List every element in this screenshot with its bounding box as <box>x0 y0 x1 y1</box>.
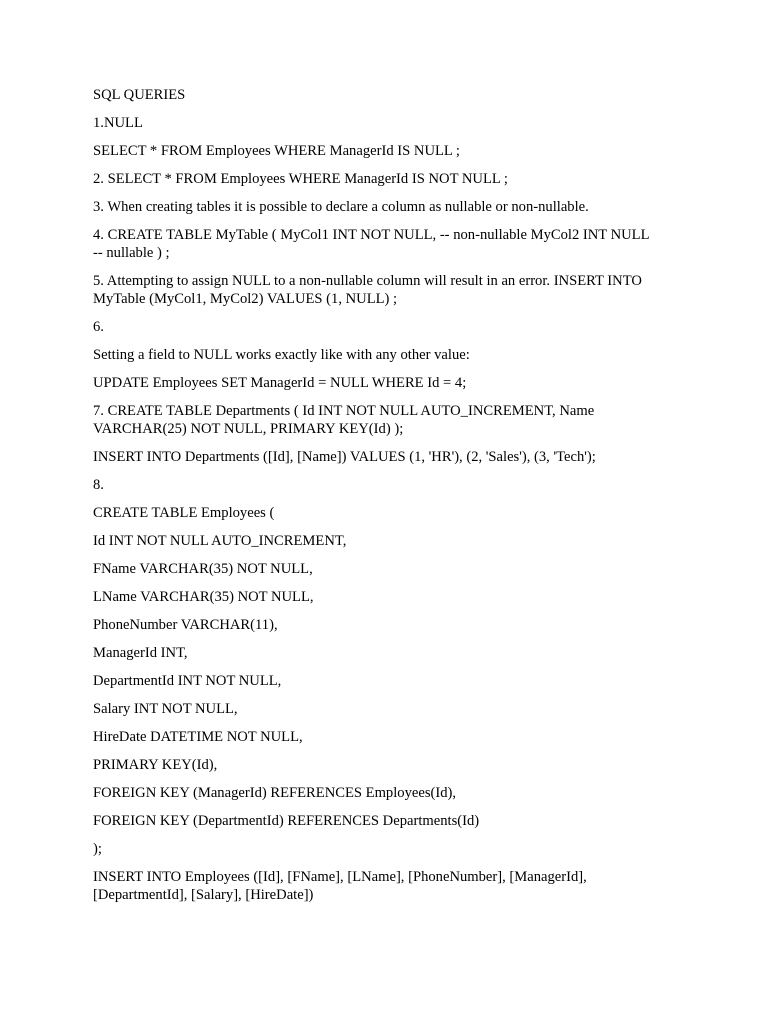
create-employees-line: Id INT NOT NULL AUTO_INCREMENT, <box>93 533 347 549</box>
create-employees-line: FName VARCHAR(35) NOT NULL, <box>93 561 313 577</box>
create-employees-line: PRIMARY KEY(Id), <box>93 757 218 773</box>
query-update-employees: UPDATE Employees SET ManagerId = NULL WHERE Id = 4; <box>93 375 467 391</box>
query-insert-mytable: 5. Attempting to assign NULL to a non-nullable column will result in an error. INSERT INTO MyTable (MyCol1, MyCol2) VALUES (1, NULL) ; <box>93 273 642 307</box>
section-number-6: 6. <box>93 319 104 335</box>
query-create-mytable: 4. CREATE TABLE MyTable ( MyCol1 INT NOT NULL, -- non-nullable MyCol2 INT NULL -- nullable ) ; <box>93 227 649 261</box>
query-select-not-null: 2. SELECT * FROM Employees WHERE ManagerId IS NOT NULL ; <box>93 171 508 187</box>
note-setting-null: Setting a field to NULL works exactly like with any other value: <box>93 347 470 363</box>
create-employees-line: ManagerId INT, <box>93 645 188 661</box>
create-employees-line: DepartmentId INT NOT NULL, <box>93 673 282 689</box>
section-number-8: 8. <box>93 477 104 493</box>
create-employees-line: CREATE TABLE Employees ( <box>93 505 275 521</box>
query-create-departments: 7. CREATE TABLE Departments ( Id INT NOT NULL AUTO_INCREMENT, Name VARCHAR(25) NOT NULL, PRIMARY KEY(Id) ); <box>93 403 595 437</box>
create-employees-line: Salary INT NOT NULL, <box>93 701 238 717</box>
create-employees-line: ); <box>93 841 102 857</box>
note-nullable-columns: 3. When creating tables it is possible to declare a column as nullable or non-nullable. <box>93 199 589 215</box>
create-employees-line: HireDate DATETIME NOT NULL, <box>93 729 303 745</box>
query-insert-employees: INSERT INTO Employees ([Id], [FName], [LName], [PhoneNumber], [ManagerId], [DepartmentId], [Salary], [HireDate]) <box>93 869 587 903</box>
create-employees-line: LName VARCHAR(35) NOT NULL, <box>93 589 314 605</box>
create-employees-line: FOREIGN KEY (DepartmentId) REFERENCES Departments(Id) <box>93 813 480 829</box>
doc-title: SQL QUERIES <box>93 87 186 103</box>
document-body <box>93 86 653 914</box>
create-employees-line: PhoneNumber VARCHAR(11), <box>93 617 278 633</box>
create-employees-line: FOREIGN KEY (ManagerId) REFERENCES Employees(Id), <box>93 785 457 801</box>
query-select-null: SELECT * FROM Employees WHERE ManagerId IS NULL ; <box>93 143 460 159</box>
query-insert-departments: INSERT INTO Departments ([Id], [Name]) VALUES (1, 'HR'), (2, 'Sales'), (3, 'Tech'); <box>93 449 596 465</box>
section-heading-null: 1.NULL <box>93 115 143 131</box>
